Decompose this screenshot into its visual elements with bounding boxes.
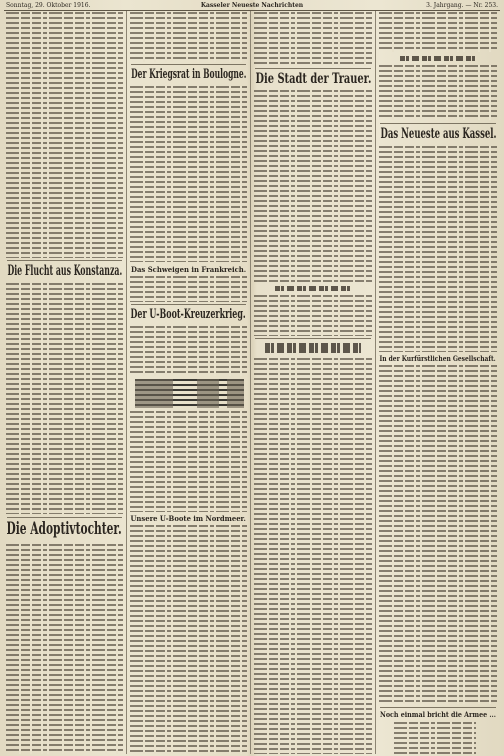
tonnage-table [135,379,244,408]
subhead-kurfuerstliche-gesellschaft [378,355,498,363]
subhead-illegible [400,56,477,61]
headline-flucht-konstanza [5,264,124,280]
headline-uboot-kreuzerkrieg [129,308,248,323]
article-body-text [6,283,123,514]
headline-text: Die Flucht aus Konstanza. [7,263,122,279]
section-rule [255,68,371,69]
section-rule [131,64,246,65]
headline-stadt-der-trauer [253,72,373,87]
article-body-text [254,90,372,282]
headline-text: Die Adoptivtochter. [6,519,123,539]
column-1 [5,12,124,754]
local-news-text [379,146,497,352]
column-divider [375,11,376,754]
column-4 [378,12,498,754]
section-rule [380,707,496,708]
headline-kriegsrat-boulogne [129,68,248,83]
article-body-text [6,12,123,258]
column-2 [129,12,248,754]
article-body-text [254,358,372,754]
section-rule [7,517,122,518]
subhead-text: Unsere U-Boote im Nordmeer. [130,514,247,523]
serial-novel-text [6,544,123,754]
article-body-text [130,411,247,512]
headline-neueste-aus-kassel [378,127,498,143]
masthead-date: Sonntag, 29. Oktober 1916. [6,2,91,9]
headline-text: Der U-Boot-Kreuzerkrieg. [130,307,247,322]
column-divider [250,11,251,754]
article-body-text [130,276,247,302]
subhead-illegible [275,286,352,291]
article-body-text [379,65,497,120]
subhead-text: In der Kurfürstlichen Gesellschaft. [379,354,497,363]
poem-title [378,711,498,719]
masthead [6,2,498,10]
local-news-text [379,365,497,704]
masthead-title: Kasseler Neueste Nachrichten [200,2,304,9]
article-body-text [130,12,247,62]
masthead-issue: 3. Jahrgang. — Nr. 253. [426,2,498,9]
column-divider [126,11,127,754]
headline-illegible [265,343,361,353]
poem-title-text: Noch einmal bricht die Armee ... [380,710,496,719]
article-body-text [379,12,497,52]
headline-text: Der Kriegsrat in Boulogne. [130,67,247,82]
section-rule [7,260,122,261]
section-rule [380,123,496,124]
article-body-text [130,86,247,262]
section-rule [255,338,371,339]
subhead-schweigen-frankreich [129,266,248,274]
article-body-text [130,326,247,376]
article-body-text [254,295,372,336]
headline-adoptivtochter [5,521,124,540]
subhead-text: Das Schweigen in Frankreich. [130,265,247,274]
subhead-uboote-nordmeer [129,515,248,523]
article-body-text [130,525,247,754]
poem-text [394,722,476,754]
headline-text: Die Stadt der Trauer. [255,71,371,87]
masthead-rule [4,10,500,11]
article-body-text [254,12,372,66]
column-3 [253,12,373,754]
headline-text: Das Neueste aus Kassel. [380,126,496,142]
section-rule [131,304,246,305]
